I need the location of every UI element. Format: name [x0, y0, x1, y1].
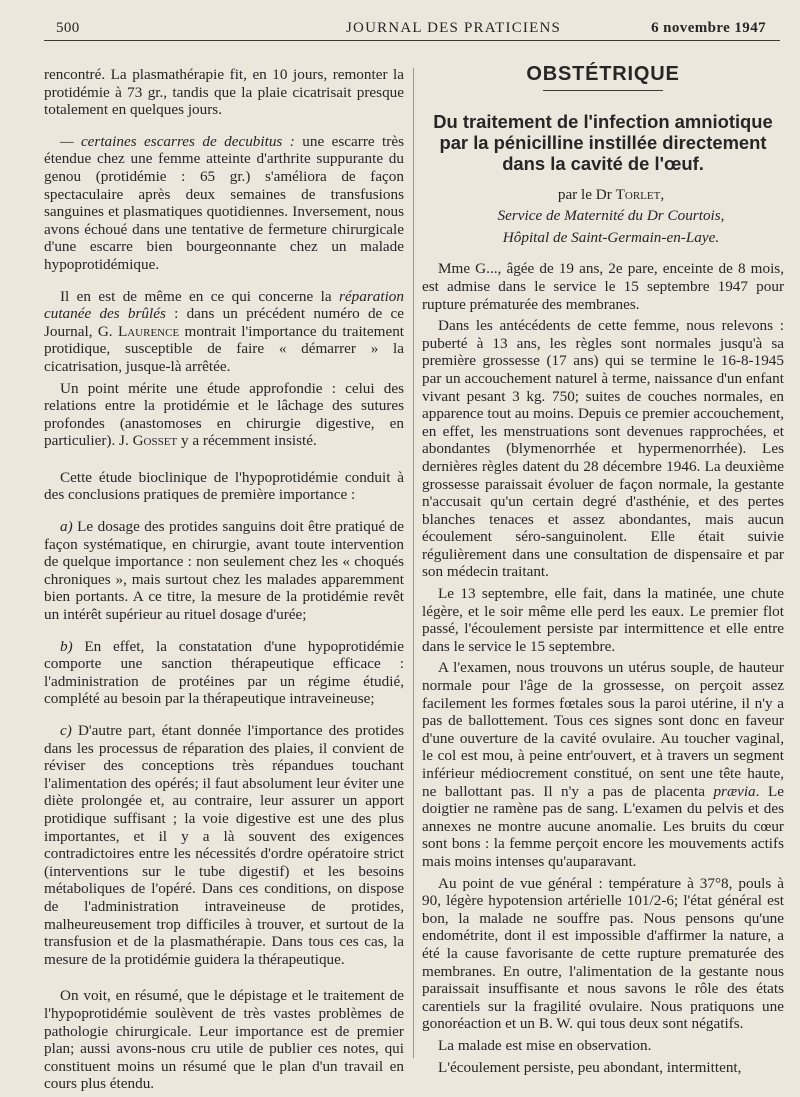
paragraph: rencontré. La plasmathérapie fit, en 10 jours, remonter la protidémie à 73 gr., tandis que la plaie cicatrisait presque totalement en quelques jours.	[44, 66, 404, 119]
issue-date: 6 novembre 1947	[651, 20, 766, 36]
affiliation: Service de Maternité du Dr Courtois,	[497, 207, 725, 225]
journal-title: JOURNAL DES PRATICIENS	[346, 20, 562, 36]
column-divider	[413, 68, 414, 1058]
paragraph: On voit, en résumé, que le dépistage et le traitement de l'hypoprotidémie soulèvent de très vastes problèmes de pathologie chirurgicale. Leur importance est de premier plan; aussi avons-nous cru utile de publier ces notes, qui constituent moins un résumé que le plan d'un travail en cours plus étendu.	[44, 987, 404, 1093]
right-column	[422, 63, 784, 1080]
list-item: b) En effet, la constatation d'une hypoprotidémie comporte une sanction thérapeutique efficace : l'administration de protéines par un régime étudié, complété au besoin par la thérapeutique intraveineuse;	[44, 637, 404, 708]
author-name: Laurence	[117, 322, 180, 340]
affiliation: Hôpital de Saint-Germain-en-Laye.	[502, 228, 720, 246]
paragraph: Au point de vue général : température à 37°8, pouls à 90, légère hypotension artérielle 101/2-6; l'état général est bon, la malade ne souffre pas. Nous pensons qu'une endométrite, dont il est impossible d'affirmer la nature, a été la cause favorisante de cette rupture prematurée des membranes. En outre, l'alimentation de la gestante nous paraissait insuffisante et nous savons le rôle des états carentiels sur la fragilité ovulaire. Nous pratiquons une gonoréaction et un B. W. qui tous deux sont négatifs.	[422, 874, 784, 1033]
paragraph: La malade est mise en observation.	[438, 1036, 652, 1054]
article-title: Du traitement de l'infection amniotique par la pénicilline instillée directement dans la cavité de l'œuf.	[433, 110, 773, 174]
paragraph: Le 13 septembre, elle fait, dans la matinée, une chute légère, et le soir même elle perd les eaux. Le premier flot passé, l'écoulement persiste par intermittence et elle entre dans le service le 15 septembre.	[422, 585, 784, 655]
italic-phrase: réparation cutanée des brûlés	[44, 287, 404, 323]
section-rule	[543, 90, 663, 91]
italic-phrase: — certaines escarres de decubitus :	[60, 132, 295, 150]
paragraph: Cette étude bioclinique de l'hypoprotidémie conduit à des conclusions pratiques de première importance :	[44, 468, 404, 504]
list-item: c) D'autre part, étant donnée l'importance des protides dans les processus de réparation des plaies, il convient de réviser des conceptions très répandues touchant l'alimentation des opérés; il faut absolument leur éviter une diète prolongée et, au contraire, leur assurer un apport protidique suffisant ; la voie digestive est une des plus importantes, et il y a là souvent des exigences contradictoires entre les nécessités d'ordre opératoire strict (interventions sur le tube digestif) et les besoins métaboliques de l'opéré. Dans ces conditions, on dispose de l'administration intraveineuse de protides, malheureusement trop difficiles à trouver, et surtout de la transfusion et de la plasmathérapie. Dans tous ces cas, la mesure de la protidémie guidera la thérapeutique.	[44, 722, 404, 968]
page-number: 500	[56, 20, 80, 36]
author-name: Gosset	[132, 432, 178, 450]
paragraph: L'écoulement persiste, peu abondant, intermittent,	[438, 1058, 742, 1076]
paragraph: Il en est de même en ce qui concerne la réparation cutanée des brûlés : dans un précédent numéro de ce Journal, G. Laurence montrait l'importance du traitement protidique, susceptible de faire « démarrer » la cicatrisation, jusque-là arrêtée.	[44, 287, 405, 375]
paragraph: Un point mérite une étude approfondie : celui des relations entre la protidémie et le lâchage des sutures profondes (anastomoses en chirurgie digestive, en particulier). J. Gosset y a récemment insisté.	[44, 379, 404, 450]
paragraph: A l'examen, nous trouvons un utérus souple, de hauteur normale pour l'âge de la grossesse, on perçoit assez facilement les formes fœtales sous la paroi utérine, il n'y a pas de ballottement. Tous ces signes sont donc en faveur d'une ouverture de la cavité ovulaire. Au toucher vaginal, le col est mou, à peine entr'ouvert, et à travers un segment inférieur médiocrement constitué, on sent une tête haute, ne ballottant pas. Il n'y a pas de placenta prævia. Le doigtier ne ramène pas de sang. L'examen du pelvis et des annexes ne montre aucune anomalie. Les bruits du cœur sont bons : la femme perçoit encore les mouvements actifs mais moins intenses qu'auparavant.	[422, 659, 784, 870]
section-heading: OBSTÉTRIQUE	[526, 63, 680, 85]
author-name: Torlet	[615, 185, 661, 203]
paragraph: — certaines escarres de decubitus : une escarre très étendue chez une femme atteinte d'arthrite suppurante du genou (protidémie : 65 gr.) s'améliora de façon spectaculaire après deux semaines de transfusions sanguines et plasmatiques quotidiennes. Inversement, nous avons échoué dans une tentative de fermeture chirurgicale d'une escarre bien bourgeonnante chez un malade hypoprotidémique.	[44, 132, 404, 273]
list-item: a) Le dosage des protides sanguins doit être pratiqué de façon systématique, en chirurgie, avant toute intervention de quelque importance : non seulement chez les « choqués chroniques », mais surtout chez les malades apparemment bien portants. A ce titre, la mesure de la protidémie revêt un intérêt supérieur au rituel dosage d'urée;	[44, 518, 404, 624]
left-column	[44, 66, 404, 1097]
byline-block	[422, 186, 784, 247]
running-header	[44, 18, 780, 41]
byline: par le Dr Torlet,	[557, 185, 665, 203]
paragraph: Mme G..., âgée de 19 ans, 2e pare, enceinte de 8 mois, est admise dans le service le 15 septembre 1947 pour rupture prématurée des membranes.	[422, 260, 784, 313]
paragraph: Dans les antécédents de cette femme, nous relevons : puberté à 13 ans, les règles sont normales jusqu'à sa première grossesse (17 ans) qui se termine le 16-8-1945 par un accouchement naturel à terme, naissance d'un enfant vivant pesant 3 kg. 750; suites de couches normales, en apparence tout au moins. Depuis ce premier accouchement, en effet, les menstruations sont devenues rapprochées, et abondantes (blymenorrhée et hypermenorrhée). Les dernières règles datent du 28 décembre 1946. La deuxième grossesse paraissait évoluer de façon normale, la gestante n'accusait qu'un certain degré d'asthénie, et des pertes blanches tenaces et assez abondantes, mais aucun écoulement séro-sanguinolent. Elle était suivie régulièrement dans une consultation de dispensaire et par son médecin traitant.	[422, 317, 784, 581]
